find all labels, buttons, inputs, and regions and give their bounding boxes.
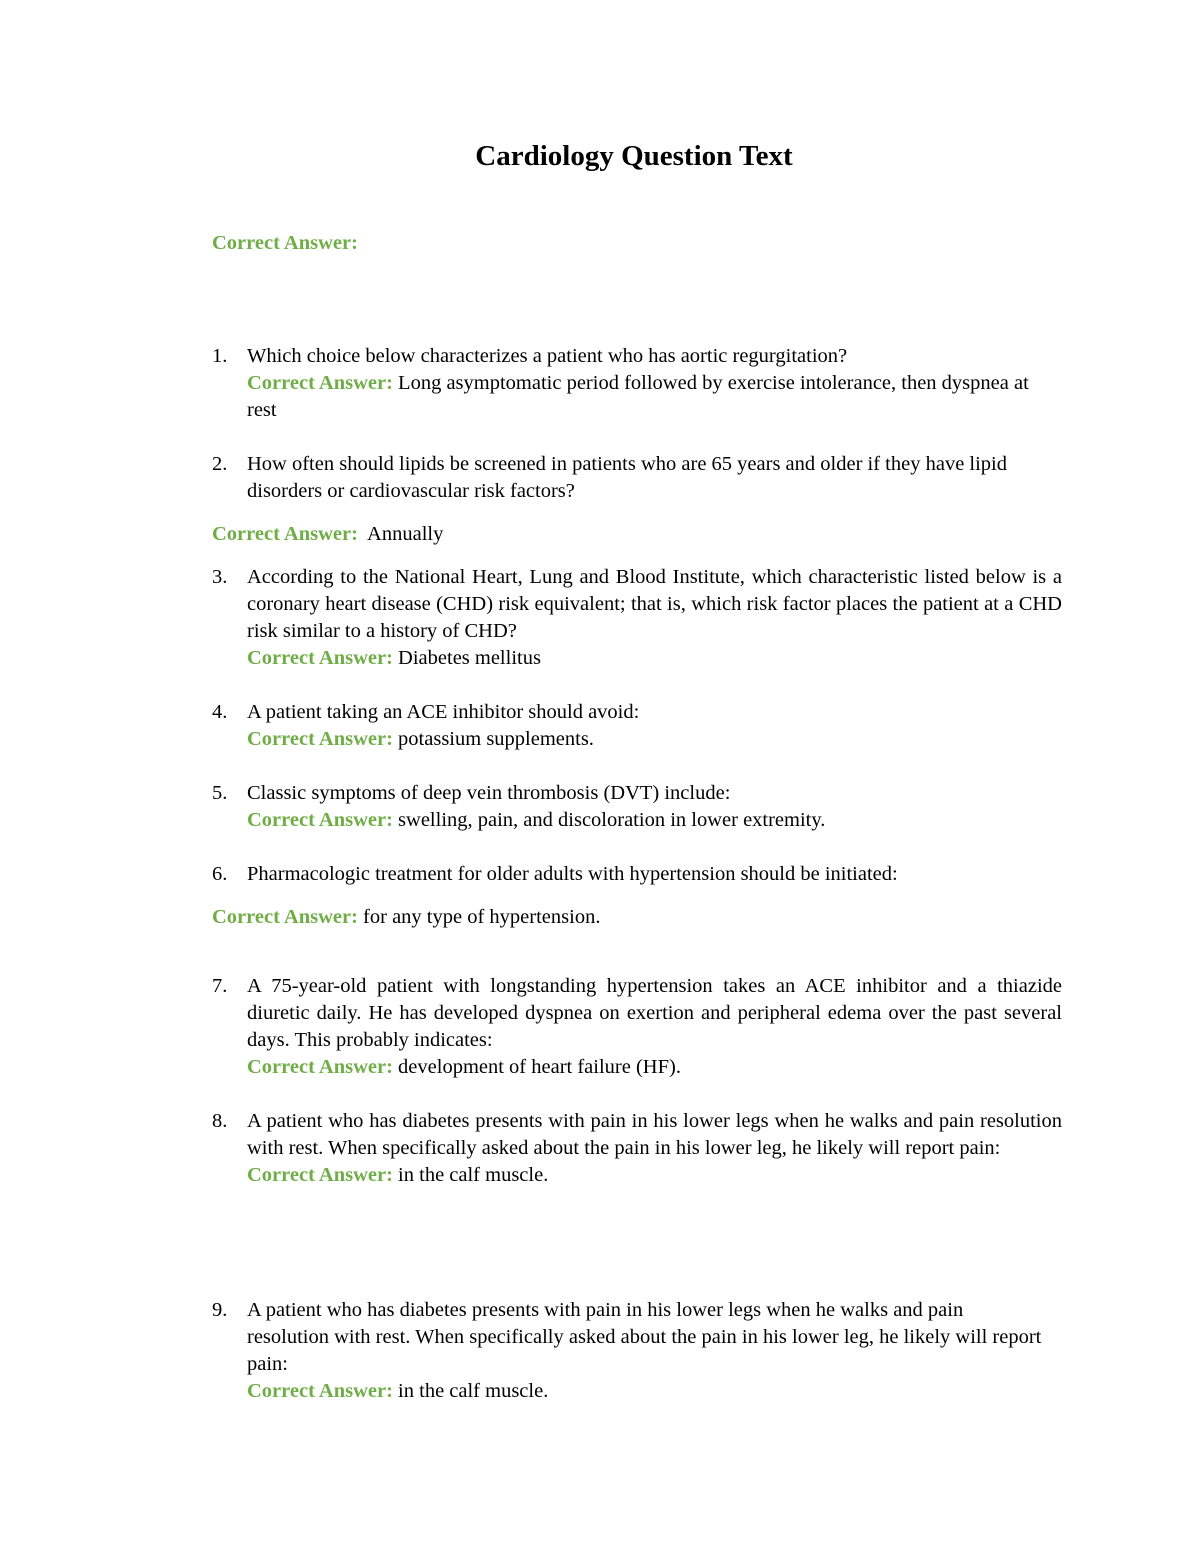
standalone-answer-label [212,230,358,257]
answer-line [247,1162,1062,1189]
answer-label: Correct Answer: [247,728,393,750]
question-9 [212,1297,1042,1405]
answer-label: Correct Answer: [247,1380,393,1402]
question-text: How often should lipids be screened in patients who are 65 years and older if they have lipid disorders or cardiovascular risk factors? [247,453,1008,502]
page-title: Cardiology Question Text [475,140,793,172]
question-number: 1. [212,345,228,367]
question-text: According to the National Heart, Lung and Blood Institute, which characteristic listed below is a coronary heart disease (CHD) risk equivalent; that is, which risk factor places the patient at a CHD risk similar to a history of CHD? [247,566,1062,642]
answer-text: in the calf muscle. [398,1380,549,1402]
answer-label: Correct Answer: [212,523,358,545]
answer-line [247,1378,1042,1405]
question-6 [212,861,1062,888]
question-2 [212,451,1062,505]
answer-line-6 [212,904,600,931]
answer-text: for any type of hypertension. [363,906,601,928]
answer-text: potassium supplements. [398,728,594,750]
question-text: A 75-year-old patient with longstanding hypertension takes an ACE inhibitor and a thiazide diuretic daily. He has developed dyspnea on exertion and peripheral edema over the past several days. This probably indicates: [247,975,1062,1051]
question-number: 7. [212,975,228,997]
answer-label: Correct Answer: [247,1056,393,1078]
question-5 [212,780,1062,834]
question-text: Which choice below characterizes a patient who has aortic regurgitation? [247,345,848,367]
question-text: A patient taking an ACE inhibitor should avoid: [247,701,640,723]
answer-line [247,1054,1062,1081]
question-number: 5. [212,782,228,804]
question-number: 2. [212,453,228,475]
answer-line [247,645,1062,672]
answer-text: Long asymptomatic period followed by exercise intolerance, then dyspnea at rest [247,372,1029,421]
question-3 [212,564,1062,672]
answer-text: Annually [367,523,444,545]
answer-line-2 [212,521,443,548]
answer-text: development of heart failure (HF). [398,1056,681,1078]
question-1 [212,343,1062,424]
answer-label: Correct Answer: [212,906,358,928]
question-7 [212,973,1062,1081]
question-number: 6. [212,863,228,885]
answer-text: in the calf muscle. [398,1164,549,1186]
question-text: A patient who has diabetes presents with pain in his lower legs when he walks and pain resolution with rest. When specifically asked about the pain in his lower leg, he likely will report pain: [247,1299,1042,1375]
answer-label: Correct Answer: [247,1164,393,1186]
answer-label: Correct Answer: [247,809,393,831]
answer-line [247,726,1062,753]
question-text: Pharmacologic treatment for older adults with hypertension should be initiated: [247,863,898,885]
answer-label: Correct Answer: [247,647,393,669]
question-4 [212,699,1062,753]
answer-text: swelling, pain, and discoloration in lower extremity. [398,809,826,831]
answer-label: Correct Answer: [247,372,393,394]
answer-line [247,370,1062,424]
question-8 [212,1108,1062,1189]
answer-line [247,807,1062,834]
question-number: 8. [212,1110,228,1132]
question-number: 9. [212,1299,228,1321]
question-number: 3. [212,566,228,588]
question-number: 4. [212,701,228,723]
question-text: Classic symptoms of deep vein thrombosis (DVT) include: [247,782,731,804]
answer-label: Correct Answer: [212,232,358,254]
answer-text: Diabetes mellitus [398,647,541,669]
question-text: A patient who has diabetes presents with pain in his lower legs when he walks and pain resolution with rest. When specifically asked about the pain in his lower leg, he likely will report pain: [247,1110,1062,1159]
